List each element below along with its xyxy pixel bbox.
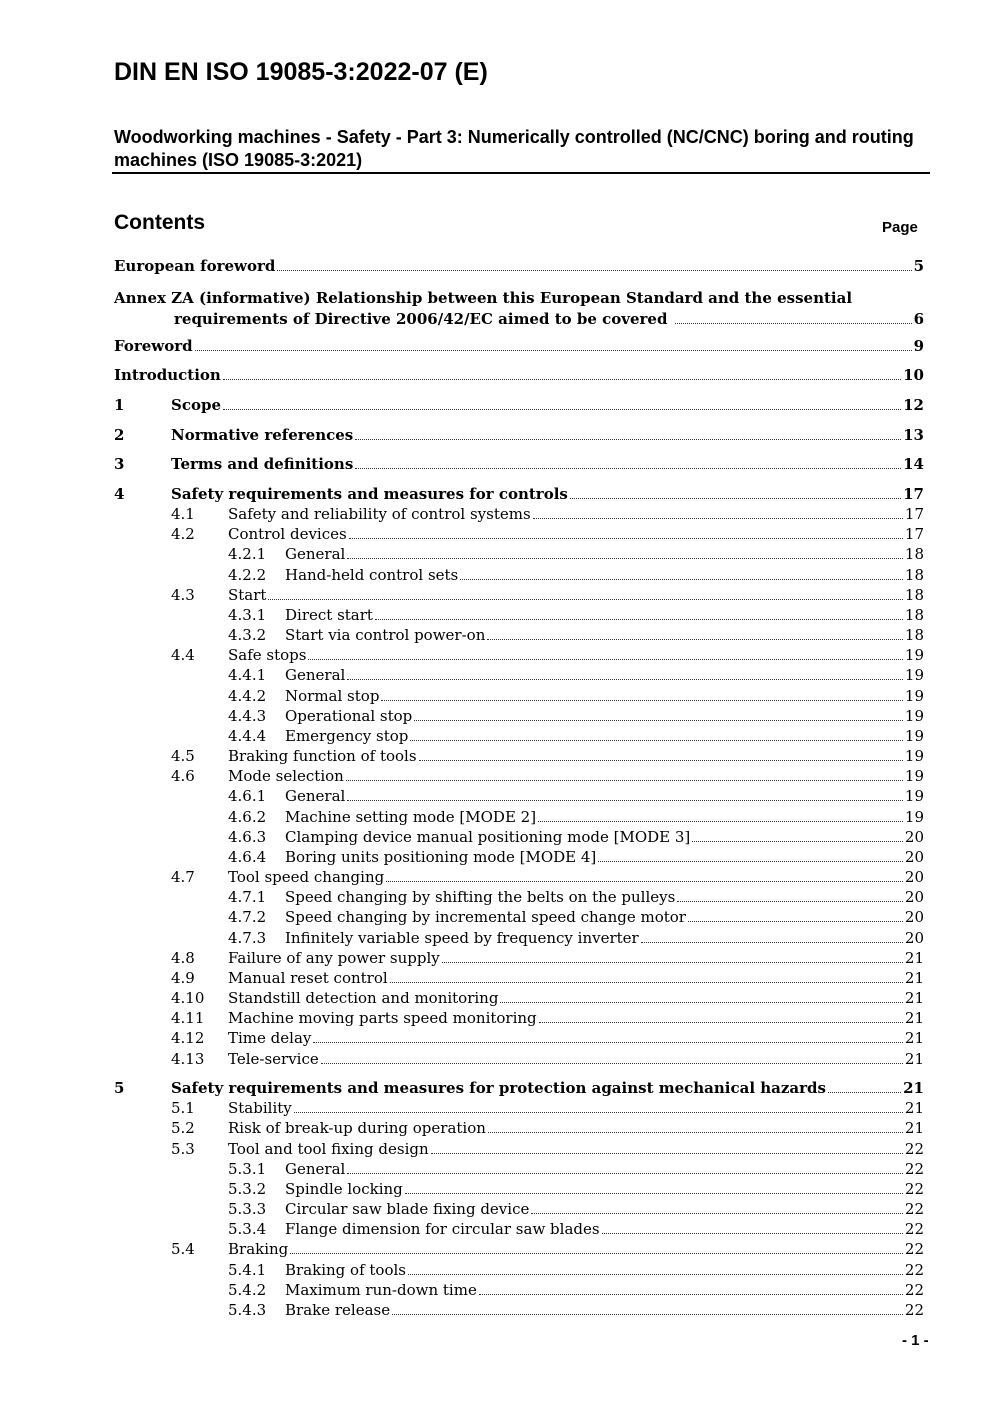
toc-leader bbox=[408, 1274, 903, 1275]
toc-entry-page: 20 bbox=[904, 828, 924, 846]
toc-entry-page: 19 bbox=[904, 707, 924, 725]
toc-entry[interactable] bbox=[228, 848, 924, 866]
toc-leader bbox=[531, 1213, 903, 1214]
toc-entry-page: 18 bbox=[904, 545, 924, 563]
toc-entry-page: 17 bbox=[904, 505, 924, 523]
toc-entry-label: Risk of break-up during operation bbox=[228, 1119, 486, 1137]
toc-entry-page: 21 bbox=[904, 1029, 924, 1047]
toc-entry[interactable] bbox=[114, 366, 924, 384]
toc-entry[interactable] bbox=[228, 1220, 924, 1238]
toc-entry-number: 5.3.2 bbox=[228, 1180, 267, 1198]
toc-entry-number: 4.12 bbox=[171, 1029, 205, 1047]
toc-leader bbox=[419, 760, 903, 761]
toc-entry-label: Braking of tools bbox=[285, 1261, 406, 1279]
toc-entry-label: Emergency stop bbox=[285, 727, 409, 745]
toc-entry[interactable] bbox=[171, 1009, 924, 1027]
toc-entry-page: 22 bbox=[904, 1301, 924, 1319]
toc-entry-number: 4.7.3 bbox=[228, 929, 267, 947]
toc-entry-number: 4.2 bbox=[171, 525, 195, 543]
toc-entry[interactable] bbox=[114, 455, 924, 473]
toc-entry-label: Clamping device manual positioning mode [MODE 3] bbox=[285, 828, 691, 846]
toc-entry[interactable] bbox=[228, 828, 924, 846]
toc-entry[interactable] bbox=[114, 257, 924, 275]
toc-entry[interactable] bbox=[171, 868, 924, 886]
toc-entry-number: 4.6.1 bbox=[228, 787, 267, 805]
toc-entry-label: European foreword bbox=[114, 257, 276, 275]
toc-entry-page: 22 bbox=[904, 1281, 924, 1299]
toc-entry-page: 19 bbox=[904, 646, 924, 664]
toc-entry[interactable] bbox=[171, 767, 924, 785]
toc-entry[interactable] bbox=[228, 545, 924, 563]
toc-entry[interactable] bbox=[228, 1200, 924, 1218]
toc-entry-page: 20 bbox=[904, 929, 924, 947]
toc-entry-number: 4.11 bbox=[171, 1009, 205, 1027]
toc-entry[interactable] bbox=[228, 606, 924, 624]
toc-entry-page: 21 bbox=[904, 969, 924, 987]
toc-entry-page: 19 bbox=[904, 787, 924, 805]
toc-entry-page: 19 bbox=[904, 666, 924, 684]
toc-entry-number: 4.4.2 bbox=[228, 687, 267, 705]
toc-entry[interactable] bbox=[228, 666, 924, 684]
toc-leader bbox=[386, 881, 903, 882]
toc-leader bbox=[294, 1112, 903, 1113]
toc-entry-label: Safe stops bbox=[228, 646, 307, 664]
toc-leader bbox=[488, 1132, 903, 1133]
toc-leader bbox=[688, 921, 903, 922]
toc-entry[interactable] bbox=[171, 1099, 924, 1117]
toc-entry-label: Tool speed changing bbox=[228, 868, 385, 886]
toc-annex-page: 6 bbox=[913, 310, 924, 328]
toc-entry-page: 21 bbox=[904, 1119, 924, 1137]
toc-leader bbox=[442, 962, 903, 963]
toc-entry[interactable] bbox=[171, 1240, 924, 1258]
toc-entry-label: General bbox=[285, 1160, 346, 1178]
toc-entry-page: 9 bbox=[913, 337, 924, 355]
toc-entry-label: Safety requirements and measures for protection against mechanical hazards bbox=[171, 1079, 826, 1097]
toc-entry-number: 4.10 bbox=[171, 989, 205, 1007]
toc-entry-number: 5.2 bbox=[171, 1119, 195, 1137]
toc-entry-label: Direct start bbox=[285, 606, 373, 624]
toc-entry-label: Manual reset control bbox=[228, 969, 388, 987]
toc-entry-label: Normal stop bbox=[285, 687, 380, 705]
toc-leader bbox=[355, 468, 901, 469]
toc-leader bbox=[677, 901, 903, 902]
toc-leader bbox=[375, 619, 903, 620]
toc-leader bbox=[277, 270, 911, 271]
toc-leader bbox=[268, 599, 902, 600]
toc-entry-page: 21 bbox=[903, 1079, 924, 1097]
toc-entry-page: 20 bbox=[904, 868, 924, 886]
document-title: DIN EN ISO 19085-3:2022-07 (E) bbox=[114, 58, 488, 86]
toc-entry-label: Mode selection bbox=[228, 767, 344, 785]
toc-entry-number: 4.2.2 bbox=[228, 566, 267, 584]
toc-entry[interactable] bbox=[228, 566, 924, 584]
toc-entry-page: 18 bbox=[904, 566, 924, 584]
toc-entry-number: 4.7.2 bbox=[228, 908, 267, 926]
toc-leader bbox=[675, 323, 911, 324]
toc-leader bbox=[195, 350, 912, 351]
toc-leader bbox=[392, 1314, 903, 1315]
toc-entry-page: 21 bbox=[904, 1009, 924, 1027]
toc-entry[interactable] bbox=[171, 586, 924, 604]
toc-leader bbox=[692, 841, 903, 842]
toc-leader bbox=[460, 579, 903, 580]
toc-entry-number: 5.3.4 bbox=[228, 1220, 267, 1238]
toc-entry-number: 4.4.4 bbox=[228, 727, 267, 745]
toc-entry[interactable] bbox=[171, 1050, 924, 1068]
toc-entry-number: 4.3.2 bbox=[228, 626, 267, 644]
toc-leader bbox=[346, 780, 903, 781]
toc-entry-number: 4.6.2 bbox=[228, 808, 267, 826]
toc-entry[interactable] bbox=[228, 707, 924, 725]
toc-leader bbox=[410, 740, 903, 741]
toc-leader bbox=[641, 942, 903, 943]
footer-page-number: - 1 - bbox=[902, 1332, 929, 1349]
toc-entry[interactable] bbox=[228, 929, 924, 947]
toc-entry[interactable] bbox=[228, 1160, 924, 1178]
toc-entry-page: 22 bbox=[904, 1200, 924, 1218]
toc-entry-label: General bbox=[285, 787, 346, 805]
toc-entry-page: 17 bbox=[903, 485, 924, 503]
toc-entry-page: 21 bbox=[904, 949, 924, 967]
toc-leader bbox=[349, 538, 903, 539]
toc-entry-number: 4.2.1 bbox=[228, 545, 267, 563]
toc-leader bbox=[500, 1002, 902, 1003]
toc-entry-label: Tool and tool fixing design bbox=[228, 1140, 429, 1158]
title-rule bbox=[112, 172, 930, 174]
toc-entry-label: Scope bbox=[171, 396, 222, 414]
toc-entry-label: General bbox=[285, 545, 346, 563]
toc-entry[interactable] bbox=[114, 485, 924, 503]
toc-entry-label: Terms and definitions bbox=[171, 455, 354, 473]
toc-leader bbox=[223, 409, 901, 410]
toc-entry-label: Control devices bbox=[228, 525, 347, 543]
toc-leader bbox=[347, 558, 903, 559]
toc-entry[interactable] bbox=[171, 989, 924, 1007]
toc-entry[interactable] bbox=[228, 626, 924, 644]
toc-entry-number: 4.6 bbox=[171, 767, 195, 785]
toc-annex-label: requirements of Directive 2006/42/EC aimed to be covered bbox=[174, 310, 668, 328]
toc-entry[interactable] bbox=[228, 908, 924, 926]
toc-entry[interactable] bbox=[114, 1079, 924, 1097]
toc-entry-label: Introduction bbox=[114, 366, 221, 384]
toc-entry-label: Machine moving parts speed monitoring bbox=[228, 1009, 537, 1027]
contents-heading: Contents bbox=[114, 211, 205, 234]
toc-entry-page: 19 bbox=[904, 747, 924, 765]
toc-entry-number: 5.1 bbox=[171, 1099, 195, 1117]
toc-entry-label: Standstill detection and monitoring bbox=[228, 989, 499, 1007]
toc-entry[interactable] bbox=[228, 787, 924, 805]
toc-entry[interactable] bbox=[114, 426, 924, 444]
toc-entry-label: Foreword bbox=[114, 337, 193, 355]
toc-entry-page: 19 bbox=[904, 727, 924, 745]
toc-entry-page: 22 bbox=[904, 1180, 924, 1198]
toc-leader bbox=[313, 1042, 903, 1043]
toc-entry-number: 5.3 bbox=[171, 1140, 195, 1158]
toc-entry-label: Normative references bbox=[171, 426, 354, 444]
toc-entry-number: 4.4.1 bbox=[228, 666, 267, 684]
toc-entry-number: 2 bbox=[114, 426, 125, 444]
toc-entry-page: 12 bbox=[903, 396, 924, 414]
toc-entry-page: 20 bbox=[904, 848, 924, 866]
toc-leader bbox=[538, 821, 903, 822]
toc-entry-page: 17 bbox=[904, 525, 924, 543]
toc-entry-number: 3 bbox=[114, 455, 125, 473]
toc-entry-page: 18 bbox=[904, 606, 924, 624]
toc-entry-number: 4.9 bbox=[171, 969, 195, 987]
toc-entry[interactable] bbox=[114, 396, 924, 414]
toc-leader bbox=[602, 1233, 903, 1234]
toc-entry[interactable] bbox=[171, 646, 924, 664]
toc-entry-label: Flange dimension for circular saw blades bbox=[285, 1220, 600, 1238]
toc-entry[interactable] bbox=[171, 969, 924, 987]
toc-entry[interactable] bbox=[171, 1140, 924, 1158]
toc-entry[interactable] bbox=[228, 1261, 924, 1279]
toc-entry-number: 5.3.3 bbox=[228, 1200, 267, 1218]
toc-entry[interactable] bbox=[228, 687, 924, 705]
toc-entry-label: Braking bbox=[228, 1240, 289, 1258]
toc-entry-page: 10 bbox=[903, 366, 924, 384]
toc-entry-label: Machine setting mode [MODE 2] bbox=[285, 808, 537, 826]
toc-entry-page: 18 bbox=[904, 586, 924, 604]
toc-entry-number: 4.6.4 bbox=[228, 848, 267, 866]
toc-entry-label: Stability bbox=[228, 1099, 292, 1117]
toc-entry-number: 4.7.1 bbox=[228, 888, 267, 906]
toc-entry-page: 21 bbox=[904, 1099, 924, 1117]
toc-entry[interactable] bbox=[228, 1180, 924, 1198]
toc-entry-number: 4.13 bbox=[171, 1050, 205, 1068]
toc-entry-number: 1 bbox=[114, 396, 125, 414]
toc-leader bbox=[223, 379, 901, 380]
toc-entry-label: Hand-held control sets bbox=[285, 566, 459, 584]
toc-entry-page: 14 bbox=[903, 455, 924, 473]
toc-leader bbox=[533, 518, 903, 519]
toc-leader bbox=[828, 1092, 901, 1093]
toc-entry-page: 20 bbox=[904, 888, 924, 906]
toc-entry-label: Boring units positioning mode [MODE 4] bbox=[285, 848, 597, 866]
toc-entry-page: 22 bbox=[904, 1140, 924, 1158]
toc-entry-label: Braking function of tools bbox=[228, 747, 417, 765]
toc-entry-label: Operational stop bbox=[285, 707, 413, 725]
toc-entry-number: 4.4 bbox=[171, 646, 195, 664]
toc-annex-entry[interactable] bbox=[174, 310, 924, 328]
toc-entry[interactable] bbox=[228, 1301, 924, 1319]
toc-entry-number: 5.4.2 bbox=[228, 1281, 267, 1299]
toc-leader bbox=[431, 1153, 903, 1154]
toc-leader bbox=[321, 1063, 903, 1064]
toc-entry-label: General bbox=[285, 666, 346, 684]
toc-entry[interactable] bbox=[228, 1281, 924, 1299]
toc-leader bbox=[598, 861, 903, 862]
toc-leader bbox=[390, 982, 903, 983]
toc-entry-label: Circular saw blade fixing device bbox=[285, 1200, 530, 1218]
toc-entry-page: 13 bbox=[903, 426, 924, 444]
toc-entry[interactable] bbox=[114, 337, 924, 355]
toc-leader bbox=[487, 639, 903, 640]
toc-entry[interactable] bbox=[228, 808, 924, 826]
toc-leader bbox=[479, 1294, 903, 1295]
toc-leader bbox=[414, 720, 903, 721]
toc-entry-number: 4.7 bbox=[171, 868, 195, 886]
toc-leader bbox=[347, 1173, 903, 1174]
toc-entry-number: 5.4.1 bbox=[228, 1261, 267, 1279]
toc-entry-label: Time delay bbox=[228, 1029, 312, 1047]
toc-entry[interactable] bbox=[171, 747, 924, 765]
toc-entry-label: Start bbox=[228, 586, 267, 604]
toc-leader bbox=[381, 700, 902, 701]
toc-entry-label: Tele-service bbox=[228, 1050, 319, 1068]
toc-entry[interactable] bbox=[171, 949, 924, 967]
toc-entry-label: Spindle locking bbox=[285, 1180, 403, 1198]
toc-entry[interactable] bbox=[171, 505, 924, 523]
toc-entry-number: 4.1 bbox=[171, 505, 195, 523]
toc-leader bbox=[405, 1193, 903, 1194]
document-subtitle: Woodworking machines - Safety - Part 3: Numerically controlled (NC/CNC) boring and routing machines (ISO 19085-3:2021) bbox=[114, 127, 914, 170]
toc-entry-number: 4.8 bbox=[171, 949, 195, 967]
toc-entry-page: 18 bbox=[904, 626, 924, 644]
toc-leader bbox=[308, 659, 902, 660]
toc-entry-number: 4.3.1 bbox=[228, 606, 267, 624]
toc-entry-label: Speed changing by incremental speed change motor bbox=[285, 908, 686, 926]
toc-entry-page: 19 bbox=[904, 808, 924, 826]
toc-entry[interactable] bbox=[228, 727, 924, 745]
toc-entry-page: 19 bbox=[904, 767, 924, 785]
toc-entry-label: Safety and reliability of control systems bbox=[228, 505, 531, 523]
toc-entry-number: 4.3 bbox=[171, 586, 195, 604]
toc-entry-label: Safety requirements and measures for controls bbox=[171, 485, 568, 503]
toc-entry[interactable] bbox=[171, 525, 924, 543]
toc-entry-number: 4.6.3 bbox=[228, 828, 267, 846]
toc-entry-label: Failure of any power supply bbox=[228, 949, 440, 967]
toc-leader bbox=[570, 498, 901, 499]
toc-entry-page: 22 bbox=[904, 1160, 924, 1178]
toc-entry-number: 5 bbox=[114, 1079, 125, 1097]
toc-entry-number: 4 bbox=[114, 485, 125, 503]
toc-entry-label: Speed changing by shifting the belts on the pulleys bbox=[285, 888, 676, 906]
toc-entry-label: Brake release bbox=[285, 1301, 391, 1319]
toc-entry-page: 22 bbox=[904, 1240, 924, 1258]
toc-entry-page: 5 bbox=[913, 257, 924, 275]
toc-entry-page: 22 bbox=[904, 1220, 924, 1238]
toc-leader bbox=[355, 439, 901, 440]
toc-entry-number: 4.4.3 bbox=[228, 707, 267, 725]
toc-entry[interactable] bbox=[171, 1119, 924, 1137]
toc-entry-label: Start via control power-on bbox=[285, 626, 486, 644]
toc-entry-number: 5.4.3 bbox=[228, 1301, 267, 1319]
toc-entry-number: 5.4 bbox=[171, 1240, 195, 1258]
toc-entry-number: 4.5 bbox=[171, 747, 195, 765]
toc-entry-label: Maximum run-down time bbox=[285, 1281, 477, 1299]
toc-leader bbox=[290, 1253, 903, 1254]
toc-entry-page: 20 bbox=[904, 908, 924, 926]
toc-entry[interactable] bbox=[228, 888, 924, 906]
toc-entry-number: 5.3.1 bbox=[228, 1160, 267, 1178]
toc-entry-page: 21 bbox=[904, 1050, 924, 1068]
toc-entry-page: 22 bbox=[904, 1261, 924, 1279]
toc-leader bbox=[539, 1022, 903, 1023]
toc-annex-title[interactable]: Annex ZA (informative) Relationship between this European Standard and the essential bbox=[114, 289, 853, 307]
toc-leader bbox=[347, 679, 903, 680]
toc-leader bbox=[347, 800, 903, 801]
page-column-heading: Page bbox=[882, 219, 918, 236]
toc-entry-page: 21 bbox=[904, 989, 924, 1007]
toc-entry-label: Infinitely variable speed by frequency inverter bbox=[285, 929, 639, 947]
toc-entry-page: 19 bbox=[904, 687, 924, 705]
toc-entry[interactable] bbox=[171, 1029, 924, 1047]
